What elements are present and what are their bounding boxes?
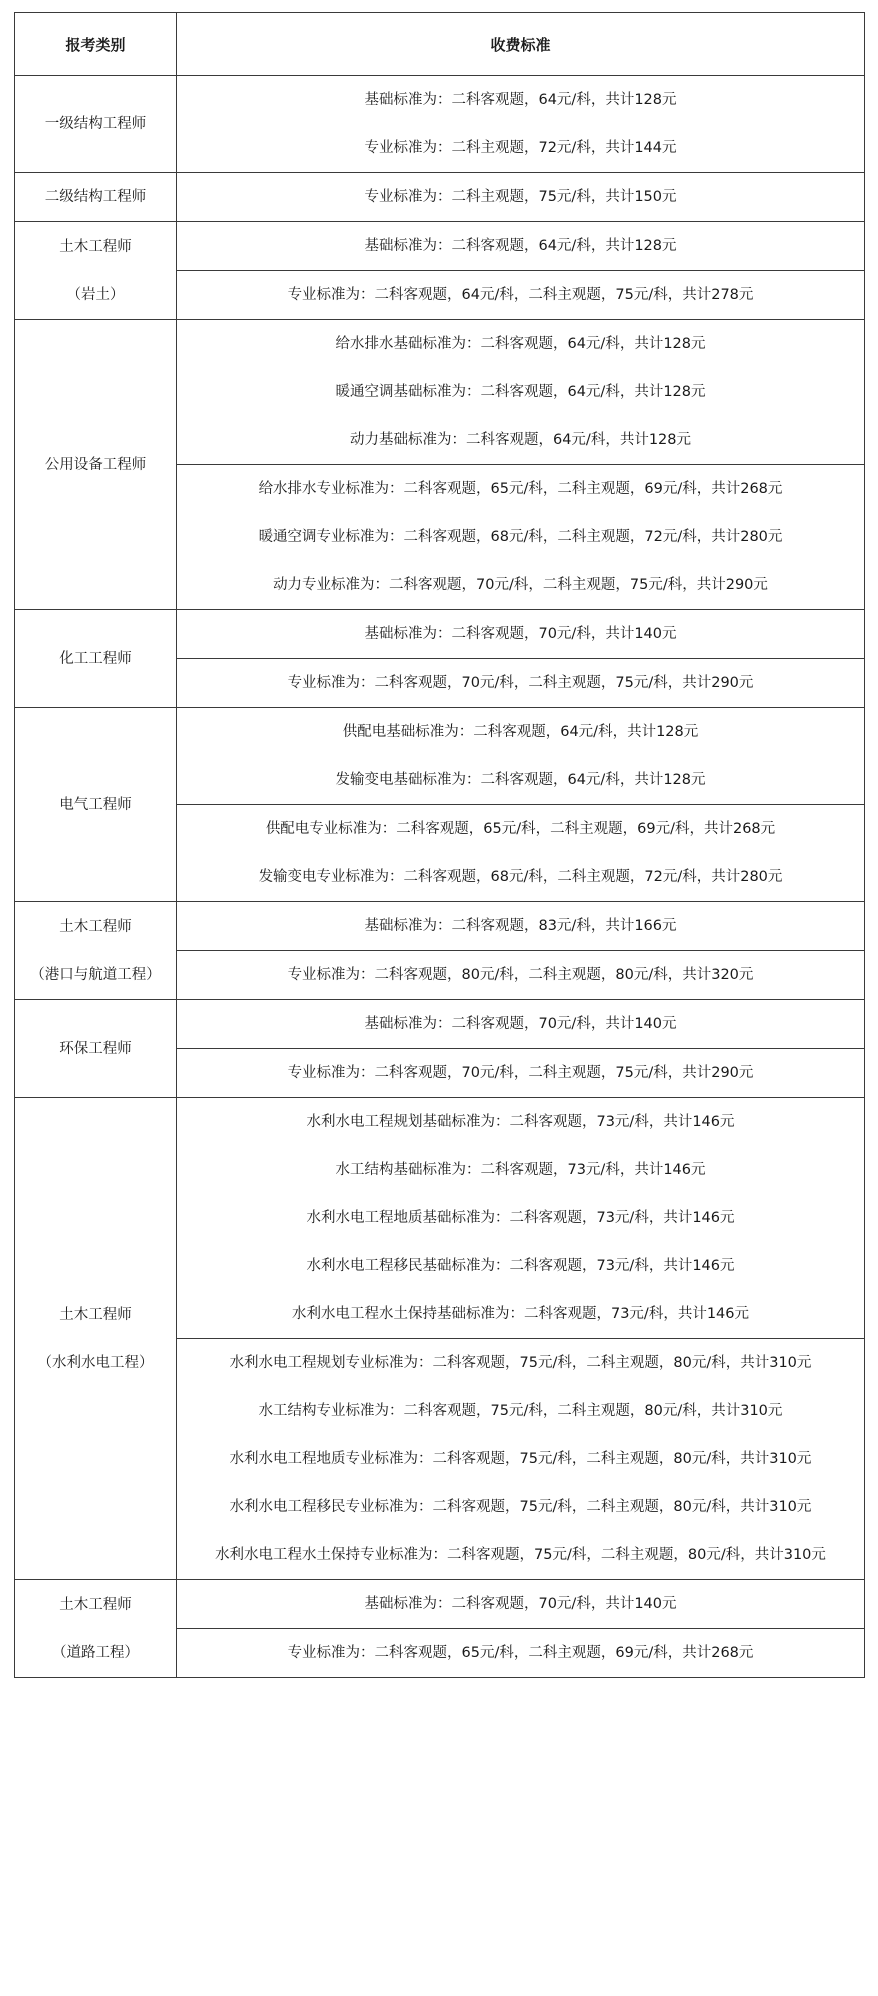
fee-line: 专业标准为：二科客观题，70元/科，二科主观题，75元/科，共计290元 — [287, 675, 754, 691]
fee-line: 水利水电工程移民基础标准为：二科客观题，73元/科，共计146元 — [306, 1258, 735, 1274]
category-label: 土木工程师 — [59, 238, 132, 255]
table-row — [15, 1580, 865, 1629]
fee-line: 水利水电工程移民专业标准为：二科客观题，75元/科，二科主观题，80元/科，共计310元 — [229, 1499, 812, 1515]
fee-cell — [177, 76, 865, 173]
fee-line: 水利水电工程规划基础标准为：二科客观题，73元/科，共计146元 — [306, 1114, 735, 1130]
fee-line: 水利水电工程地质专业标准为：二科客观题，75元/科，二科主观题，80元/科，共计310元 — [229, 1451, 812, 1467]
category-label: 化工工程师 — [59, 650, 132, 667]
fee-line: 基础标准为：二科客观题，70元/科，共计140元 — [364, 626, 677, 642]
table-row — [15, 320, 865, 465]
table-row — [15, 76, 865, 173]
category-header: 报考类别 — [15, 13, 177, 76]
category-label: （道路工程） — [52, 1644, 139, 1661]
category-label: （港口与航道工程） — [30, 966, 161, 983]
fee-line: 供配电基础标准为：二科客观题，64元/科，共计128元 — [342, 724, 699, 740]
fee-line: 专业标准为：二科主观题，75元/科，共计150元 — [364, 189, 677, 205]
fee-cell — [177, 1000, 865, 1049]
category-label: （岩土） — [66, 286, 125, 303]
fee-line: 基础标准为：二科客观题，83元/科，共计166元 — [364, 918, 677, 934]
fee-cell — [177, 1580, 865, 1629]
category-label: 土木工程师 — [59, 918, 132, 935]
fee-line: 供配电专业标准为：二科客观题，65元/科，二科主观题，69元/科，共计268元 — [265, 821, 776, 837]
category-label: 电气工程师 — [59, 796, 132, 813]
fee-line: 专业标准为：二科主观题，72元/科，共计144元 — [364, 140, 677, 156]
fee-cell — [177, 1049, 865, 1098]
fee-table-body — [15, 76, 865, 1678]
fee-cell — [177, 659, 865, 708]
fee-line: 基础标准为：二科客观题，70元/科，共计140元 — [364, 1016, 677, 1032]
category-cell — [15, 320, 177, 610]
category-cell — [15, 173, 177, 222]
table-row — [15, 173, 865, 222]
fee-cell — [177, 1339, 865, 1580]
category-label: 土木工程师 — [59, 1596, 132, 1613]
table-row — [15, 1000, 865, 1049]
category-cell — [15, 1580, 177, 1678]
category-cell — [15, 902, 177, 1000]
fee-line: 专业标准为：二科客观题，64元/科，二科主观题，75元/科，共计278元 — [287, 287, 754, 303]
table-row — [15, 708, 865, 805]
fee-line: 水利水电工程水土保持基础标准为：二科客观题，73元/科，共计146元 — [291, 1306, 749, 1322]
category-cell — [15, 1000, 177, 1098]
fee-line: 发输变电基础标准为：二科客观题，64元/科，共计128元 — [335, 772, 706, 788]
table-row — [15, 222, 865, 271]
category-cell — [15, 708, 177, 902]
fee-cell — [177, 1098, 865, 1339]
fee-cell — [177, 320, 865, 465]
fee-cell — [177, 173, 865, 222]
fee-cell — [177, 610, 865, 659]
fee-line: 专业标准为：二科客观题，80元/科，二科主观题，80元/科，共计320元 — [287, 967, 754, 983]
fee-line: 水利水电工程规划专业标准为：二科客观题，75元/科，二科主观题，80元/科，共计310元 — [229, 1355, 812, 1371]
fee-line: 给水排水基础标准为：二科客观题，64元/科，共计128元 — [335, 336, 706, 352]
fee-line: 给水排水专业标准为：二科客观题，65元/科，二科主观题，69元/科，共计268元 — [258, 481, 783, 497]
fee-cell — [177, 708, 865, 805]
category-label: 一级结构工程师 — [44, 116, 147, 132]
fee-line: 专业标准为：二科客观题，70元/科，二科主观题，75元/科，共计290元 — [287, 1065, 754, 1081]
fee-line: 基础标准为：二科客观题，64元/科，共计128元 — [364, 92, 677, 108]
table-row — [15, 1098, 865, 1339]
fee-line: 发输变电专业标准为：二科客观题，68元/科，二科主观题，72元/科，共计280元 — [258, 869, 783, 885]
fee-cell — [177, 805, 865, 902]
fee-line: 基础标准为：二科客观题，70元/科，共计140元 — [364, 1596, 677, 1612]
fee-line: 基础标准为：二科客观题，64元/科，共计128元 — [364, 238, 677, 254]
category-label: 公用设备工程师 — [44, 456, 147, 473]
fee-header: 收费标准 — [177, 13, 865, 76]
fee-line: 专业标准为：二科客观题，65元/科，二科主观题，69元/科，共计268元 — [287, 1645, 754, 1661]
category-label: 环保工程师 — [59, 1040, 132, 1057]
fee-cell — [177, 465, 865, 610]
fee-line: 水利水电工程水土保持专业标准为：二科客观题，75元/科，二科主观题，80元/科，共计310元 — [215, 1547, 826, 1563]
category-cell — [15, 610, 177, 708]
category-label: （水利水电工程） — [37, 1354, 154, 1371]
fee-cell — [177, 222, 865, 271]
fee-line: 动力专业标准为：二科客观题，70元/科，二科主观题，75元/科，共计290元 — [273, 577, 768, 593]
table-row — [15, 902, 865, 951]
category-label: 土木工程师 — [59, 1306, 132, 1323]
fee-line: 暖通空调专业标准为：二科客观题，68元/科，二科主观题，72元/科，共计280元 — [258, 529, 783, 545]
fee-line: 水工结构专业标准为：二科客观题，75元/科，二科主观题，80元/科，共计310元 — [258, 1403, 783, 1419]
category-label: 二级结构工程师 — [44, 189, 147, 205]
fee-cell — [177, 902, 865, 951]
fee-table — [14, 12, 865, 1678]
fee-line: 水工结构基础标准为：二科客观题，73元/科，共计146元 — [335, 1162, 706, 1178]
fee-line: 动力基础标准为：二科客观题，64元/科，共计128元 — [349, 432, 691, 448]
category-cell — [15, 1098, 177, 1580]
fee-cell — [177, 951, 865, 1000]
table-row — [15, 610, 865, 659]
fee-cell — [177, 271, 865, 320]
fee-line: 水利水电工程地质基础标准为：二科客观题，73元/科，共计146元 — [306, 1210, 735, 1226]
fee-line: 暖通空调基础标准为：二科客观题，64元/科，共计128元 — [335, 384, 706, 400]
category-cell — [15, 76, 177, 173]
category-cell — [15, 222, 177, 320]
fee-cell — [177, 1629, 865, 1678]
header-row — [15, 13, 865, 76]
